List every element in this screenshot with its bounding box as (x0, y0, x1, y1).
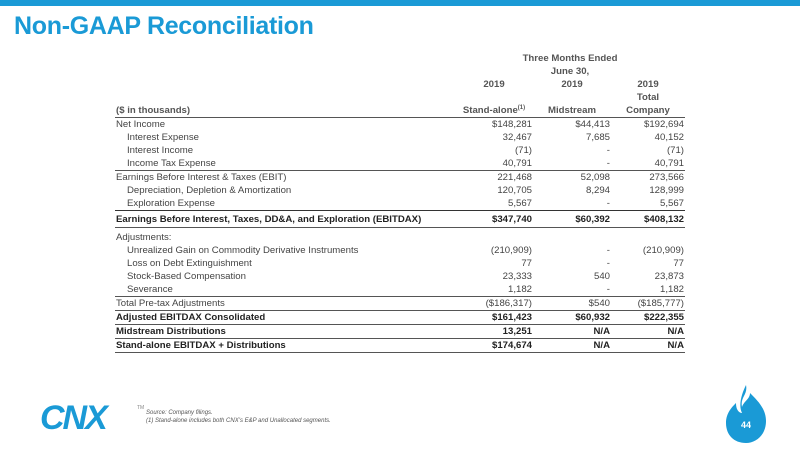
col1-name: Stand-alone$^{(1)}$ (462, 104, 526, 116)
page-number: 44 (740, 420, 751, 430)
reconciliation-table (115, 52, 685, 353)
period-date: June 30, (550, 66, 590, 77)
header-row-years (115, 78, 685, 91)
table-row-adjusted-ebitdax: Adjusted EBITDAX Consolidated $161,423 $60,932 $222,355 (116, 312, 684, 323)
table-row: Depreciation, Depletion & Amortization 120,705 8,294 128,999 (127, 185, 684, 196)
footnote-1: (1) Stand-alone includes both CNX’s E&P and Unallocated segments. (146, 418, 331, 424)
table-row: Unrealized Gain on Commodity Derivative Instruments (210,909) - (210,909) (127, 245, 684, 256)
table-row-ebitdax: Earnings Before Interest, Taxes, DD&A, and Exploration (EBITDAX) $347,740 $60,392 $408,132 (115, 211, 685, 228)
trademark-mark: TM (137, 405, 145, 411)
table-row: Exploration Expense 5,567 - 5,567 (127, 198, 684, 209)
table-row: Income Tax Expense 40,791 - 40,791 (127, 158, 684, 169)
col3-name: Total Company (626, 92, 670, 116)
col2-year: 2019 (561, 79, 583, 90)
table-row: Interest Income (71) - (71) (127, 145, 684, 156)
col2-name: Midstream (548, 105, 596, 116)
units-label: ($ in thousands) (116, 105, 191, 116)
col1-year: 2019 (483, 79, 505, 90)
table-row-midstream-distributions: Midstream Distributions 13,251 N/A N/A (116, 326, 684, 337)
source-note: Source: Company filings. (146, 410, 213, 416)
header-row-period (115, 52, 685, 65)
top-accent-bar (0, 0, 800, 6)
table-row: Loss on Debt Extinguishment 77 - 77 (127, 258, 684, 269)
table-row: Severance 1,182 - 1,182 (127, 284, 684, 295)
table-row-standalone-ebitdax-distributions: Stand-alone EBITDAX + Distributions $174,674 N/A N/A (116, 340, 684, 351)
table-row: Stock-Based Compensation 23,333 540 23,873 (127, 271, 684, 282)
header-row-names (115, 91, 685, 118)
cnx-logo (40, 400, 106, 436)
footnotes (146, 409, 331, 425)
period-label: Three Months Ended (522, 53, 618, 64)
col3-year: 2019 (637, 79, 659, 90)
table-row-total-adjustments: Total Pre-tax Adjustments ($186,317) $540 ($185,777) (116, 298, 684, 309)
table-row: Net Income $148,281 $44,413 $192,694 (116, 119, 684, 130)
table-row: Earnings Before Interest & Taxes (EBIT) 221,468 52,098 273,566 (116, 172, 684, 183)
logo-text: CNX (40, 399, 106, 437)
table-row-adjustments-heading: Adjustments: (116, 232, 172, 243)
header-row-date (115, 65, 685, 78)
table-row: Interest Expense 32,467 7,685 40,152 (127, 132, 684, 143)
flame-icon (718, 383, 774, 445)
page-title: Non-GAAP Reconciliation (14, 12, 314, 40)
